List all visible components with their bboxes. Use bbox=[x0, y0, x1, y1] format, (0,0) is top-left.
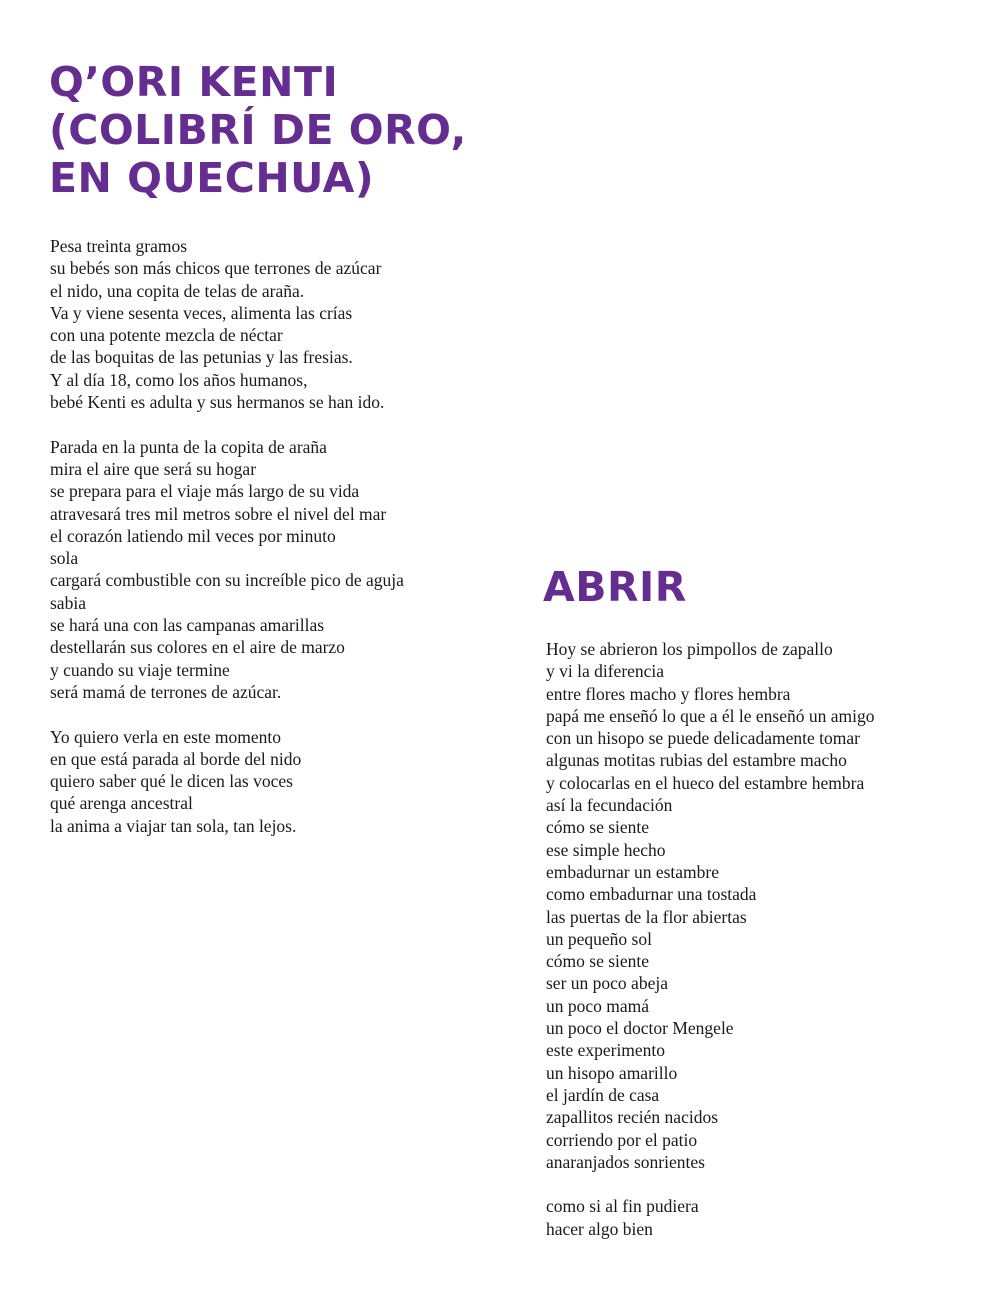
poem-body-qori-kenti bbox=[50, 235, 480, 837]
poem-line: ese simple hecho bbox=[546, 839, 666, 860]
poem-line: así la fecundación bbox=[546, 795, 673, 816]
poem-line: este experimento bbox=[546, 1040, 666, 1061]
poem-line: Va y viene sesenta veces, alimenta las crías bbox=[50, 302, 353, 323]
poem-line: destellarán sus colores en el aire de marzo bbox=[50, 637, 345, 658]
poem-line: un poco el doctor Mengele bbox=[546, 1018, 734, 1039]
poem-line: atravesará tres mil metros sobre el nivel del mar bbox=[50, 503, 387, 524]
poem-line: el jardín de casa bbox=[546, 1084, 660, 1105]
poem-line: de las boquitas de las petunias y las fresias. bbox=[50, 347, 353, 368]
poem-line: Pesa treinta gramos bbox=[50, 236, 188, 256]
poem-line: ser un poco abeja bbox=[546, 973, 668, 994]
poem-line: cargará combustible con su increíble pico de aguja bbox=[50, 570, 404, 591]
poem-line: su bebés son más chicos que terrones de azúcar bbox=[50, 258, 382, 279]
poem-line: un hisopo amarillo bbox=[546, 1062, 678, 1083]
poem-line: y vi la diferencia bbox=[546, 661, 665, 682]
poem-line: hacer algo bien bbox=[546, 1218, 653, 1239]
poem-line: Hoy se abrieron los pimpollos de zapallo bbox=[546, 639, 833, 659]
poem-line: un pequeño sol bbox=[546, 928, 652, 949]
poem-line: y colocarlas en el hueco del estambre hembra bbox=[546, 772, 865, 793]
poem-line: las puertas de la flor abiertas bbox=[546, 906, 747, 927]
stanza bbox=[50, 235, 480, 413]
poem-line: cómo se siente bbox=[546, 951, 650, 972]
poem-line: sabia bbox=[50, 592, 86, 613]
poem-line: embadurnar un estambre bbox=[546, 861, 719, 882]
stanza bbox=[50, 436, 480, 704]
poem-line: sola bbox=[50, 548, 79, 569]
poem-line: se prepara para el viaje más largo de su vida bbox=[50, 481, 360, 502]
poem-line: será mamá de terrones de azúcar. bbox=[50, 681, 282, 702]
poem-line: corriendo por el patio bbox=[546, 1129, 698, 1150]
poem-line: zapallitos recién nacidos bbox=[546, 1107, 719, 1128]
poem-line: entre flores macho y flores hembra bbox=[546, 683, 791, 704]
stanza bbox=[546, 1195, 966, 1240]
poem-line: algunas motitas rubias del estambre macho bbox=[546, 750, 847, 771]
poem-line: qué arenga ancestral bbox=[50, 793, 193, 814]
poem-line: quiero saber qué le dicen las voces bbox=[50, 771, 293, 792]
poem-title-qori-kenti: Q’ORI KENTI (COLIBRÍ DE ORO, EN QUECHUA) bbox=[49, 58, 467, 202]
poem-line: en que está parada al borde del nido bbox=[50, 748, 302, 769]
poem-body-abrir bbox=[546, 638, 966, 1240]
poem-line: como embadurnar una tostada bbox=[546, 884, 757, 905]
poem-line: un poco mamá bbox=[546, 995, 650, 1016]
poem-line: con un hisopo se puede delicadamente tomar bbox=[546, 728, 860, 749]
poem-line: se hará una con las campanas amarillas bbox=[50, 615, 325, 636]
poem-line: con una potente mezcla de néctar bbox=[50, 325, 283, 346]
poem-line: mira el aire que será su hogar bbox=[50, 458, 257, 479]
poem-line: papá me enseñó lo que a él le enseñó un amigo bbox=[546, 705, 875, 726]
poem-line: cómo se siente bbox=[546, 817, 650, 838]
poem-line: Y al día 18, como los años humanos, bbox=[50, 369, 308, 390]
poem-line: Yo quiero verla en este momento bbox=[50, 726, 282, 747]
stanza bbox=[50, 726, 480, 837]
stanza bbox=[546, 638, 966, 1173]
poem-line: bebé Kenti es adulta y sus hermanos se han ido. bbox=[50, 392, 385, 413]
poem-line: el corazón latiendo mil veces por minuto bbox=[50, 525, 336, 546]
poem-line: anaranjados sonrientes bbox=[546, 1151, 705, 1172]
poem-line: la anima a viajar tan sola, tan lejos. bbox=[50, 815, 297, 836]
poem-line: como si al fin pudiera bbox=[546, 1196, 699, 1217]
poem-line: y cuando su viaje termine bbox=[50, 659, 230, 680]
poem-title-abrir: ABRIR bbox=[543, 563, 687, 611]
poem-line: el nido, una copita de telas de araña. bbox=[50, 280, 305, 301]
poem-line: Parada en la punta de la copita de araña bbox=[50, 436, 327, 457]
